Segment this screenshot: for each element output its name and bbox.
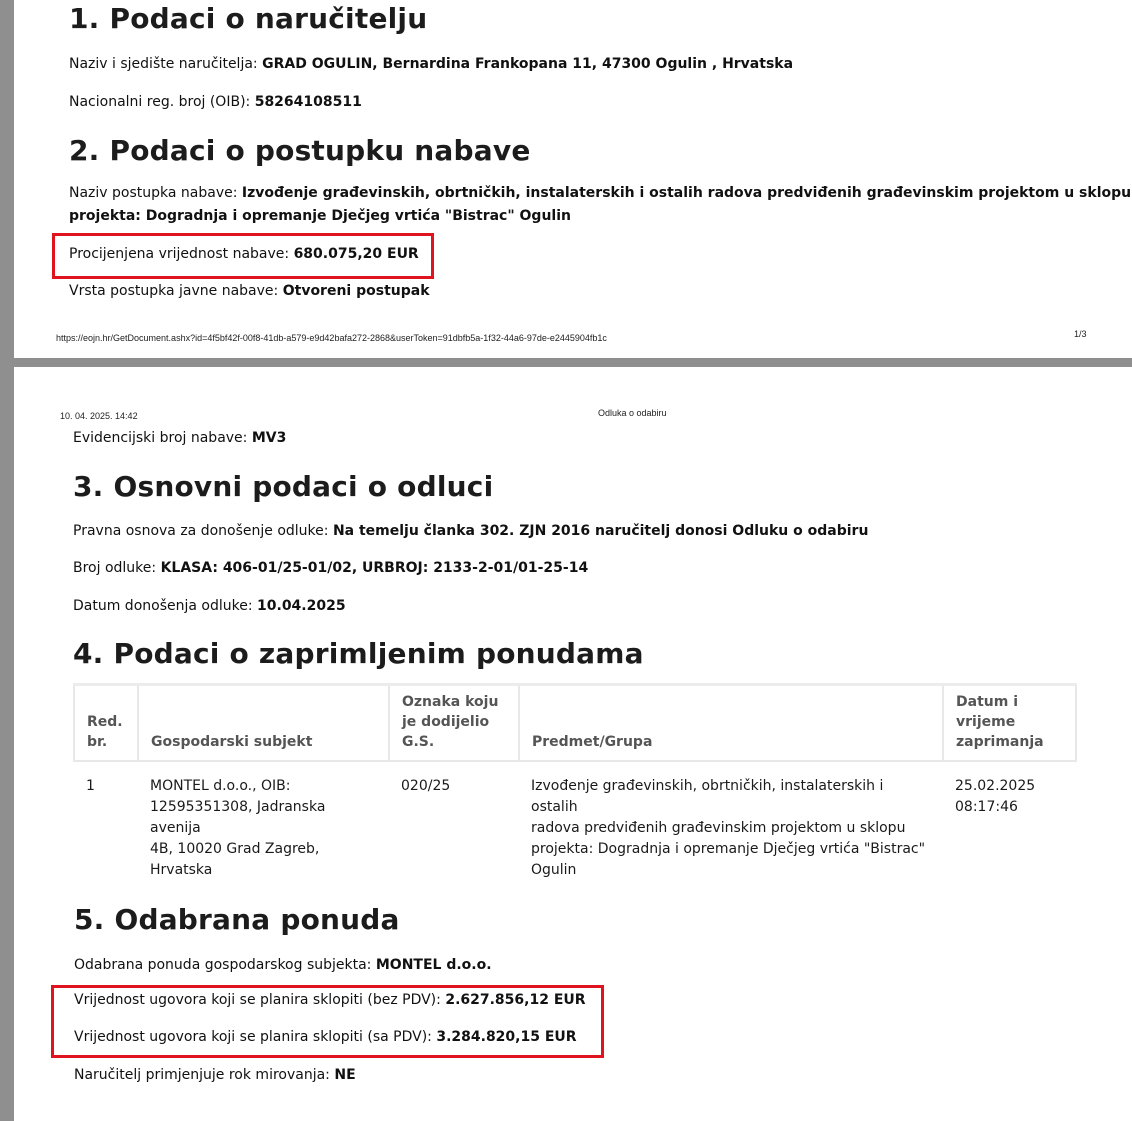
postupak-label: Naziv postupka nabave: <box>69 185 242 201</box>
header-title: Odluka o odabiru <box>598 408 667 418</box>
cell-red-br: 1 <box>86 778 95 794</box>
header-datetime: 10. 04. 2025. 14:42 <box>60 411 138 421</box>
broj-label: Broj odluke: <box>73 560 161 576</box>
pravna-osnova-line <box>73 523 868 539</box>
broj-value: KLASA: 406-01/25-01/02, URBROJ: 2133-2-01/01-25-14 <box>160 560 589 576</box>
pravna-value: Na temelju članka 302. ZJN 2016 naručitelj donosi Odluku o odabiru <box>332 523 869 539</box>
naziv-postupka-line-2 <box>69 208 571 224</box>
procjena-value: 680.075,20 EUR <box>293 246 419 262</box>
header-oznaka: Oznaka koju je dodijelio G.S. <box>389 685 519 762</box>
table-row <box>74 761 1076 889</box>
oib-value: 58264108511 <box>254 94 362 110</box>
vrsta-postupka-line <box>69 283 430 299</box>
vrijednost-sa-pdv-line <box>74 1029 577 1045</box>
postupak-value-2: projekta: Dogradnja i opremanje Dječjeg vrtića "Bistrac" Ogulin <box>69 208 571 224</box>
section-4-title: 4. Podaci o zaprimljenim ponudama <box>73 637 644 670</box>
naziv-narucitelja-line <box>69 56 793 72</box>
offers-table <box>73 683 1077 889</box>
cell-oznaka: 020/25 <box>401 778 451 794</box>
datum-value: 10.04.2025 <box>257 598 346 614</box>
footer-page-number: 1/3 <box>1074 329 1087 339</box>
rok-value: NE <box>334 1067 356 1083</box>
pravna-label: Pravna osnova za donošenje odluke: <box>73 523 333 539</box>
odabrana-value: MONTEL d.o.o. <box>375 957 492 973</box>
oib-line <box>69 94 362 110</box>
evid-value: MV3 <box>251 430 287 446</box>
postupak-value-1: Izvođenje građevinskih, obrtničkih, instalaterskih i ostalih radova predviđenih građevinskim projektom u sklopu <box>241 185 1132 201</box>
sa-pdv-label: Vrijednost ugovora koji se planira sklopiti (sa PDV): <box>74 1029 437 1045</box>
odabrana-label: Odabrana ponuda gospodarskog subjekta: <box>74 957 376 973</box>
section-2-title: 2. Podaci o postupku nabave <box>69 134 531 167</box>
header-gospodarski-subjekt: Gospodarski subjekt <box>138 685 389 762</box>
table-header-row <box>74 685 1076 762</box>
header-predmet-grupa: Predmet/Grupa <box>519 685 943 762</box>
naziv-value: GRAD OGULIN, Bernardina Frankopana 11, 47300 Ogulin , Hrvatska <box>262 56 794 72</box>
naziv-postupka-line <box>69 185 1131 201</box>
rok-label: Naručitelj primjenjuje rok mirovanja: <box>74 1067 335 1083</box>
procjena-label: Procijenjena vrijednost nabave: <box>69 246 294 262</box>
section-5-title: 5. Odabrana ponuda <box>74 903 400 936</box>
sa-pdv-value: 3.284.820,15 EUR <box>436 1029 577 1045</box>
oib-label: Nacionalni reg. broj (OIB): <box>69 94 255 110</box>
section-3-title: 3. Osnovni podaci o odluci <box>73 470 494 503</box>
section-1-title: 1. Podaci o naručitelju <box>69 2 428 35</box>
broj-odluke-line <box>73 560 588 576</box>
cell-gospodarski-subjekt: MONTEL d.o.o., OIB: 12595351308, Jadranska avenija 4B, 10020 Grad Zagreb, Hrvatska <box>150 778 326 878</box>
footer-url: https://eojn.hr/GetDocument.ashx?id=4f5bf42f-00f8-41db-a579-e9d42bafa272-2868&userToken=91dbfb5a-1f32-44a6-97de-e2445904fb1c <box>56 333 607 343</box>
cell-datum-vrijeme: 25.02.2025 08:17:46 <box>955 778 1036 815</box>
document-page-1 <box>14 0 1132 358</box>
procjena-line <box>69 246 419 262</box>
cell-predmet: Izvođenje građevinskih, obrtničkih, instalaterskih i ostalih radova predviđenih građevinskim projektom u sklopu projekta: Dogradnja i opremanje Dječjeg vrtića "Bistrac" Ogulin <box>531 778 926 878</box>
header-red-br: Red. br. <box>74 685 138 762</box>
datum-label: Datum donošenja odluke: <box>73 598 258 614</box>
bez-pdv-label: Vrijednost ugovora koji se planira sklopiti (bez PDV): <box>74 992 446 1008</box>
header-datum-vrijeme: Datum i vrijeme zaprimanja <box>943 685 1076 762</box>
vrsta-value: Otvoreni postupak <box>282 283 430 299</box>
datum-donosenja-line <box>73 598 346 614</box>
naziv-label: Naziv i sjedište naručitelja: <box>69 56 263 72</box>
odabrana-ponuda-line <box>74 957 492 973</box>
evidencijski-broj-line <box>73 430 286 446</box>
evid-label: Evidencijski broj nabave: <box>73 430 252 446</box>
vrsta-label: Vrsta postupka javne nabave: <box>69 283 283 299</box>
document-page-2 <box>14 367 1132 1121</box>
rok-mirovanja-line <box>74 1067 356 1083</box>
vrijednost-bez-pdv-line <box>74 992 586 1008</box>
bez-pdv-value: 2.627.856,12 EUR <box>445 992 586 1008</box>
